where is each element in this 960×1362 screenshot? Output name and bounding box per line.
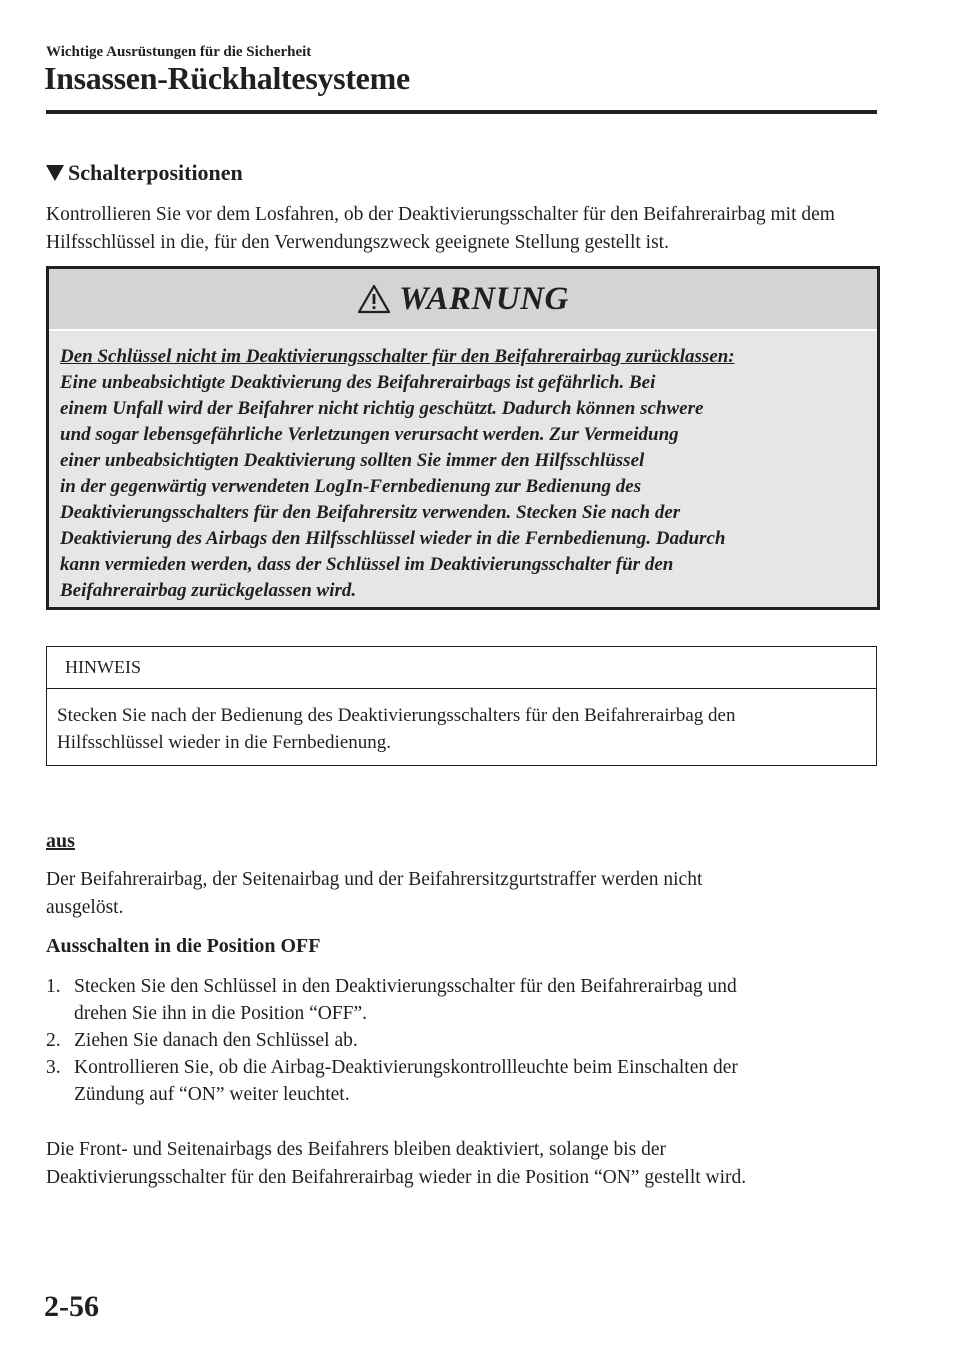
step-text <box>74 973 737 1027</box>
closing-line: Die Front- und Seitenairbags des Beifahrers bleiben deaktiviert, solange bis der <box>46 1139 667 1160</box>
warning-line: Deaktivierungsschalters für den Beifahrersitz verwenden. Stecken Sie nach der <box>60 502 681 523</box>
off-procedure-heading: Ausschalten in die Position OFF <box>46 935 321 957</box>
closing-line: Deaktivierungsschalter für den Beifahrerairbag wieder in die Position “ON” gestellt wird. <box>46 1167 747 1188</box>
warning-header <box>49 269 877 331</box>
chapter-title: Insassen-Rückhaltesysteme <box>44 60 410 96</box>
page-number: 2-56 <box>44 1290 99 1323</box>
note-box <box>46 646 877 766</box>
section-title: Schalterpositionen <box>68 160 243 185</box>
warning-line: kann vermieden werden, dass der Schlüssel im Deaktivierungsschalter für den <box>60 554 674 575</box>
closing-paragraph <box>46 1136 896 1192</box>
note-body <box>57 702 869 756</box>
warning-triangle-icon <box>357 284 391 314</box>
chapter-subtitle: Wichtige Ausrüstungen für die Sicherheit <box>46 44 312 60</box>
step-text <box>74 1054 738 1108</box>
warning-line: Eine unbeabsichtigte Deaktivierung des Beifahrerairbags ist gefährlich. Bei <box>60 372 656 393</box>
aus-line: ausgelöst. <box>46 897 124 918</box>
step-line: Kontrollieren Sie, ob die Airbag-Deaktivierungskontrollleuchte beim Einschalten der <box>74 1057 738 1078</box>
step-line: Ziehen Sie danach den Schlüssel ab. <box>74 1030 358 1051</box>
step-number: 1. <box>46 976 61 997</box>
note-line: Hilfsschlüssel wieder in die Fernbedienung. <box>57 732 392 753</box>
step-number: 2. <box>46 1030 61 1051</box>
warning-line: einer unbeabsichtigten Deaktivierung sollten Sie immer den Hilfsschlüssel <box>60 450 645 471</box>
warning-title: WARNUNG <box>399 280 569 317</box>
section-intro: Kontrollieren Sie vor dem Losfahren, ob der Deaktivierungsschalter für den Beifahrerairbag mit dem Hilfsschlüssel in die, für den Verwendungszweck geeignete Stellung gestellt ist. <box>46 204 835 253</box>
aus-label: aus <box>46 830 75 852</box>
warning-body <box>60 344 870 604</box>
aus-description <box>46 866 886 922</box>
note-title: HINWEIS <box>65 657 141 677</box>
step-line: Zündung auf “ON” weiter leuchtet. <box>74 1084 350 1105</box>
list-item <box>46 1027 876 1054</box>
off-procedure-steps <box>46 973 876 1108</box>
warning-box <box>46 266 880 610</box>
note-line: Stecken Sie nach der Bedienung des Deaktivierungsschalters für den Beifahrerairbag den <box>57 705 736 726</box>
list-item <box>46 1054 876 1108</box>
warning-line: und sogar lebensgefährliche Verletzungen verursacht werden. Zur Vermeidung <box>60 424 679 445</box>
warning-line: einem Unfall wird der Beifahrer nicht richtig geschützt. Dadurch können schwere <box>60 398 704 419</box>
step-number: 3. <box>46 1057 61 1078</box>
step-text <box>74 1027 358 1054</box>
list-item <box>46 973 876 1027</box>
warning-line: Beifahrerairbag zurückgelassen wird. <box>60 580 357 601</box>
step-line: Stecken Sie den Schlüssel in den Deaktivierungsschalter für den Beifahrerairbag und <box>74 976 737 997</box>
warning-line: in der gegenwärtig verwendeten LogIn-Fernbedienung zur Bedienung des <box>60 476 642 497</box>
note-header <box>47 647 876 689</box>
warning-lead: Den Schlüssel nicht im Deaktivierungsschalter für den Beifahrerairbag zurücklassen: <box>60 346 735 367</box>
header-rule <box>46 110 877 114</box>
section-heading <box>46 160 243 186</box>
aus-line: Der Beifahrerairbag, der Seitenairbag und der Beifahrersitzgurtstraffer werden nicht <box>46 869 703 890</box>
triangle-down-icon <box>46 165 64 181</box>
warning-line: Deaktivierung des Airbags den Hilfsschlüssel wieder in die Fernbedienung. Dadurch <box>60 528 726 549</box>
step-line: drehen Sie ihn in die Position “OFF”. <box>74 1003 368 1024</box>
